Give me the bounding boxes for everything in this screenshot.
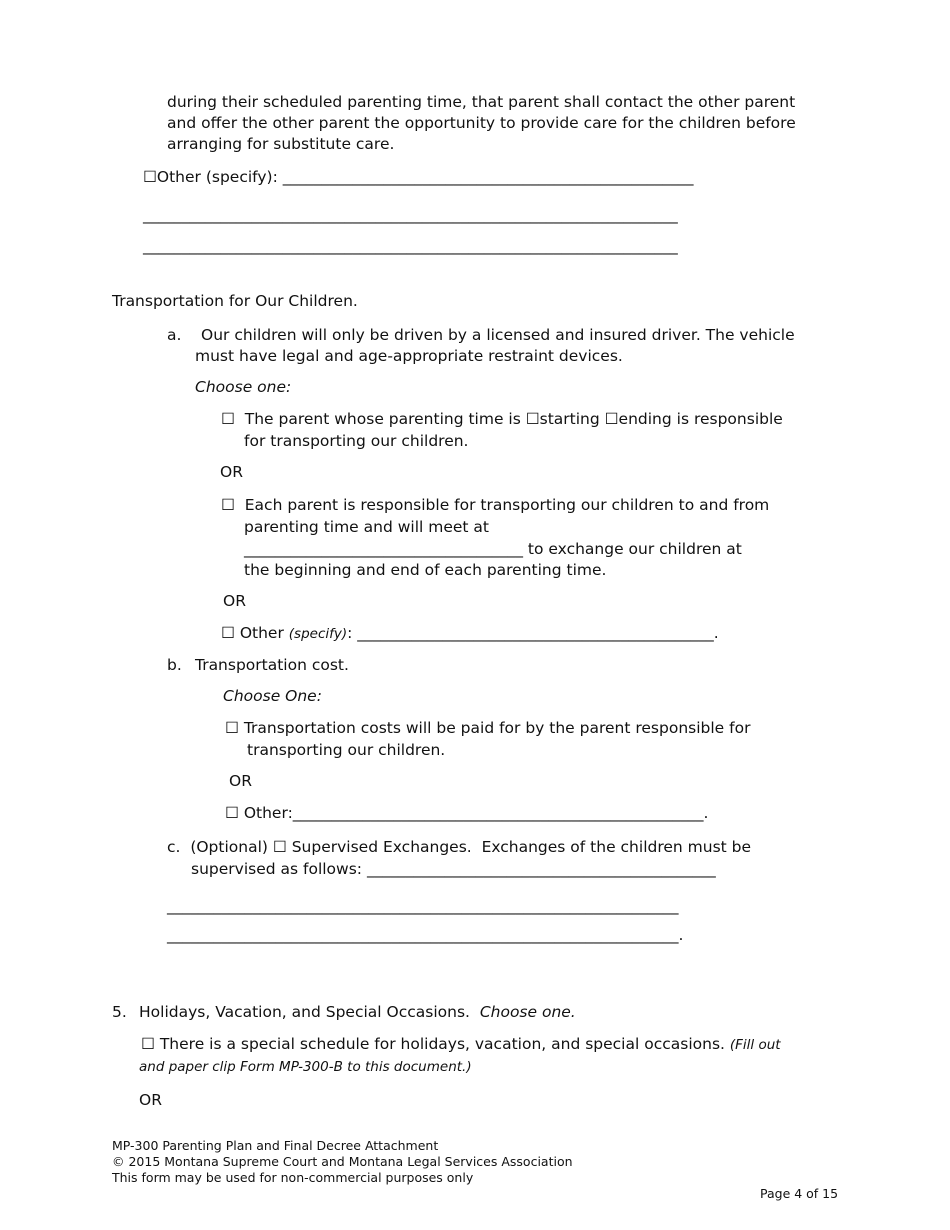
item-c-row [167,837,751,858]
other-specify-checkbox[interactable]: ☐ [143,168,157,186]
a-option-2-text: to exchange our children at [523,540,742,558]
footer-form-title: MP-300 Parenting Plan and Final Decree Attachment [112,1138,439,1153]
section-5-heading [139,1002,576,1023]
a-option-3-blank[interactable]: ______________________________________________ [357,624,714,642]
other-specify-row [143,167,693,188]
a-option-2-row [244,539,742,560]
item-a-text: Our children will only be driven by a licensed and insured driver. The vehicle [201,326,795,344]
starting-label: starting [539,410,605,428]
meeting-place-blank[interactable]: ____________________________________ [244,540,523,558]
a-option-2-text: Each parent is responsible for transporting our children to and from [244,496,770,514]
or-label: OR [139,1091,162,1109]
special-schedule-text: There is a special schedule for holidays, vacation, and special occasions. [154,1035,730,1053]
intro-line: and offer the other parent the opportunity to provide care for the children before [167,114,796,132]
specify-label: (specify) [288,626,348,642]
b-option-2-label: Other: [238,804,293,822]
other-specify-label: Other (specify): [156,168,283,186]
intro-line: during their scheduled parenting time, that parent shall contact the other parent [167,93,796,111]
item-a-text: must have legal and age-appropriate restraint devices. [195,347,623,365]
a-option-3-row [221,623,719,645]
item-b-marker: b. [167,656,182,674]
supervised-blank[interactable]: _____________________________________________ [366,860,716,878]
ending-label: ending is responsible [618,410,783,428]
page-number: Page 4 of 15 [760,1186,839,1201]
or-label: OR [223,592,246,610]
a-option-2-row [221,495,769,516]
b-option-1-row [225,718,750,739]
footer-copyright: © 2015 Montana Supreme Court and Montana Legal Services Association [112,1154,573,1169]
b-option-2-blank[interactable]: _____________________________________________________ [292,804,704,822]
a-option-2-text: the beginning and end of each parenting time. [244,561,607,579]
or-label: OR [220,463,243,481]
a-option-2-checkbox[interactable]: ☐ [221,496,235,514]
b-option-2-row [225,803,708,824]
a-option-1-checkbox[interactable]: ☐ [221,410,235,428]
a-option-3-label: Other [234,624,289,642]
special-schedule-note: (Fill out [729,1037,781,1053]
item-c-text: supervised as follows: [191,860,367,878]
starting-checkbox[interactable]: ☐ [525,410,540,428]
a-option-1-row [221,409,783,430]
other-specify-blank-line[interactable]: _____________________________________________________________________ [143,237,678,255]
section-5-title: Holidays, Vacation, and Special Occasions. [139,1003,480,1021]
item-c-marker: c. [167,838,181,856]
supervised-blank-line[interactable]: __________________________________________________________________ [167,897,679,915]
period: . [713,624,719,642]
item-b-title: Transportation cost. [195,656,349,674]
b-option-1-checkbox[interactable]: ☐ [225,719,239,737]
choose-one-label: Choose one. [479,1003,576,1021]
transportation-heading: Transportation for Our Children. [112,292,358,310]
other-specify-blank[interactable]: _____________________________________________________ [282,168,694,186]
item-c-row [191,859,716,880]
period: . [703,804,709,822]
a-option-1-text: The parent whose parenting time is [244,410,526,428]
footer-usage-note: This form may be used for non-commercial purposes only [112,1170,474,1185]
supervised-exchanges-checkbox[interactable]: ☐ [272,838,287,856]
item-a-marker: a. [167,326,182,344]
supervised-blank-row [167,925,683,946]
ending-checkbox[interactable]: ☐ [604,410,619,428]
a-option-2-text: parenting time and will meet at [244,518,490,536]
section-5-option-1-row [141,1034,781,1056]
choose-one-label: Choose one: [195,378,292,396]
b-option-1-text: transporting our children. [247,741,446,759]
special-schedule-checkbox[interactable]: ☐ [141,1035,155,1053]
other-specify-blank-line[interactable]: _____________________________________________________________________ [143,206,678,224]
colon: : [347,624,358,642]
item-c-text: Supervised Exchanges. Exchanges of the children must be [286,838,752,856]
b-option-1-text: Transportation costs will be paid for by the parent responsible for [243,719,751,737]
period: . [678,926,684,944]
supervised-blank-line[interactable]: __________________________________________________________________ [167,926,679,944]
b-option-2-checkbox[interactable]: ☐ [225,804,239,822]
optional-label: (Optional) [190,838,273,856]
a-option-1-text: for transporting our children. [244,432,469,450]
a-option-3-checkbox[interactable]: ☐ [221,624,235,642]
choose-one-label: Choose One: [223,687,322,705]
or-label: OR [229,772,252,790]
intro-line: arranging for substitute care. [167,135,395,153]
special-schedule-note: and paper clip Form MP-300-B to this document.) [139,1059,472,1075]
section-5-number: 5. [112,1003,127,1021]
